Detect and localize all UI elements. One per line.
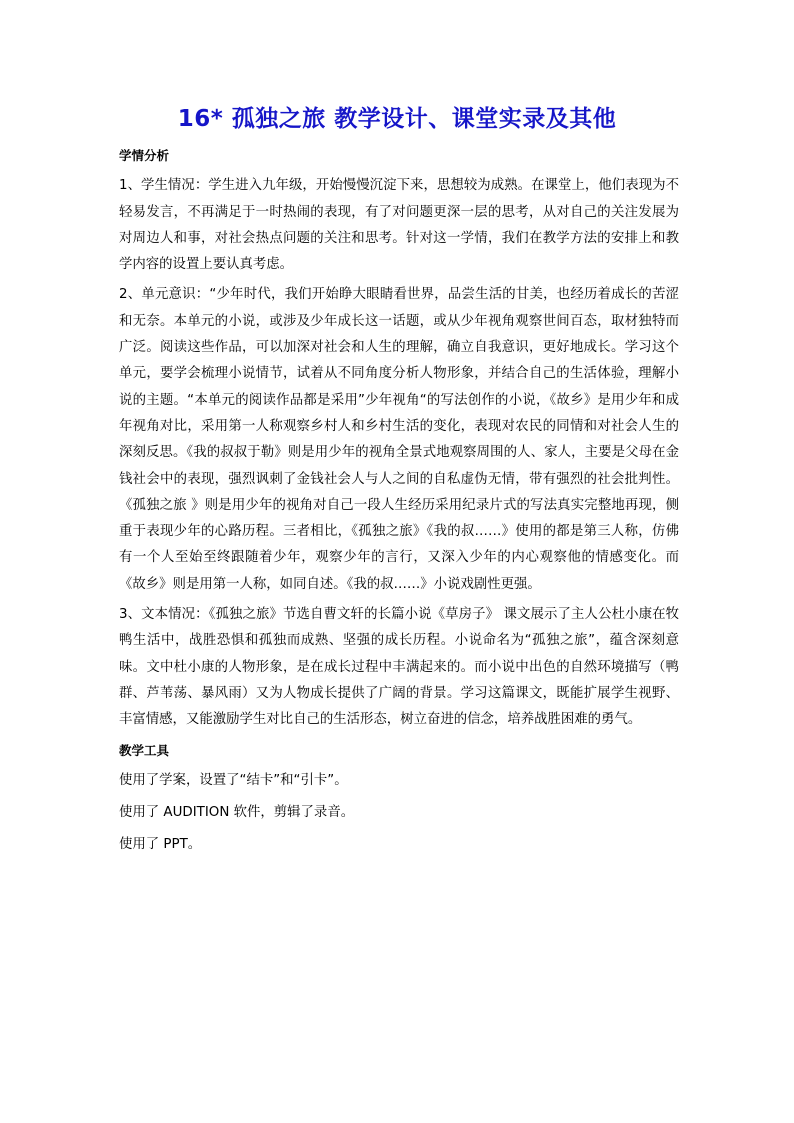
section-heading-situation: 学情分析 [119,148,170,163]
paragraph-text-situation: 3、文本情况：《孤独之旅》节选自曹文轩的长篇小说《草房子》 课文展示了主人公杜小康在牧鸭生活中，战胜恐惧和孤独而成熟、坚强的成长历程。小说命名为“孤独之旅”，蕴含深刻意味。文中杜小康的人物形象，是在成长过程中丰满起来的。而小说中出色的自然环境描写（鸭群、芦苇荡、暴风雨）又为人物成长提供了广阔的背景。学习这篇课文，既能扩展学生视野、丰富情感，又能激励学生对比自己的生活形态，树立奋进的信念，培养战胜困难的勇气。 [119,607,679,728]
tool-item-ppt: 使用了 PPT。 [119,837,202,853]
document-body [119,143,679,865]
paragraph-unit-awareness: 2、单元意识：“少年时代，我们开始睁大眼睛看世界，品尝生活的甘美，也经历着成长的苦涩和无奈。本单元的小说，或涉及少年成长这一话题，或从少年视角观察世间百态，取材独特而广泛。阅读这些作品，可以加深对社会和人生的理解，确立自我意识，更好地成长。学习这个单元，要学会梳理小说情节，试着从不同角度分析人物形象，并结合自己的生活体验，理解小说的主题。“本单元的阅读作品都是采用”少年视角“的写法创作的小说，《故乡》是用少年和成年视角对比，采用第一人称观察乡村人和乡村生活的变化，表现对农民的同情和对社会人生的深刻反思。《我的叔叔于勒》则是用少年的视角全景式地观察周围的人、家人，主要是父母在金钱社会中的表现，强烈讽刺了金钱社会人与人之间的自私虚伪无情，带有强烈的社会批判性。《孤独之旅 》则是用少年的视角对自己一段人生经历采用纪录片式的写法真实完整地再现，侧重于表现少年的心路历程。三者相比，《孤独之旅》《我的叔……》使用的都是第三人称，仿佛有一个人至始至终跟随着少年，观察少年的言行，又深入少年的内心观察他的情感变化。而《故乡》则是用第一人称，如同自述。《我的叔……》小说戏剧性更强。 [119,287,679,592]
page-title: 16* 孤独之旅 教学设计、课堂实录及其他 [177,106,617,132]
tool-item-handout: 使用了学案，设置了“结卡”和“引卡”。 [119,772,348,788]
paragraph-student-situation: 1、学生情况：学生进入九年级，开始慢慢沉淀下来，思想较为成熟。在课堂上，他们表现为不轻易发言，不再满足于一时热闹的表现，有了对问题更深一层的思考，从对自己的关注发展为对周边人和事，对社会热点问题的关注和思考。针对这一学情，我们在教学方法的安排上和教学内容的设置上要认真考虑。 [119,178,679,273]
tool-item-audition: 使用了 AUDITION 软件，剪辑了录音。 [119,805,355,821]
section-heading-tools: 教学工具 [119,742,170,758]
